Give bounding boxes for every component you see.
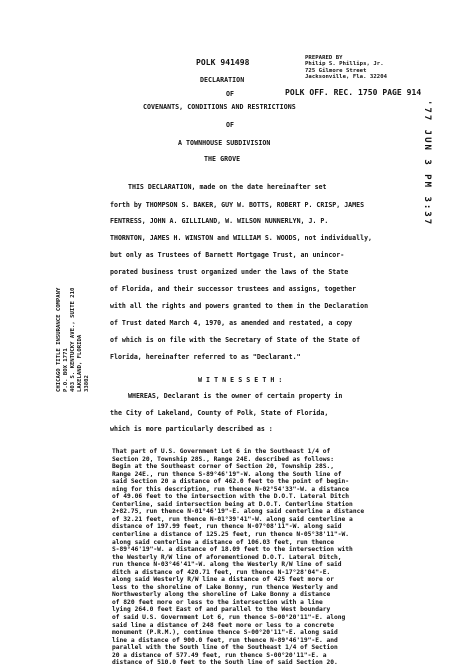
title-company-line: CHICAGO TITLE INSURANCE COMPANY bbox=[56, 287, 62, 392]
prepared-by-line: 725 Gilmore Street bbox=[305, 67, 367, 74]
title-company-line: LAKELAND, FLORIDA bbox=[77, 334, 83, 392]
title-the-grove: THE GROVE bbox=[204, 155, 241, 163]
intro-line: of Trust dated March 4, 1970, as amended and restated, a copy bbox=[110, 319, 353, 327]
polk-record-number: POLK 941498 bbox=[196, 58, 250, 67]
legal-line: ditch a distance of 420.71 feet, run thence N-17°28'04"-E. bbox=[112, 568, 331, 576]
legal-line: ning for this description, run thence N-02°54'33"-W. a distance bbox=[112, 485, 350, 493]
intro-line: Florida, hereinafter referred to as "Declarant." bbox=[110, 353, 301, 361]
legal-line: along said centerline a distance of 106.03 feet, run thence bbox=[112, 538, 335, 546]
recording-time-stamp: '77 JUN 3 PM 3:37 bbox=[422, 100, 432, 227]
intro-line: but only as Trustees of Barnett Mortgage Trust, an unincor- bbox=[110, 251, 345, 259]
legal-line: of 820 feet more or less to the intersection with a line bbox=[112, 598, 323, 606]
legal-line: S-89°46'19"-W. a distance of 18.09 feet to the intersection with bbox=[112, 546, 353, 554]
legal-line: Begin at the Southeast corner of Section 20, Township 28S., bbox=[112, 463, 335, 471]
whereas-line: which is more particularly described as : bbox=[110, 425, 273, 433]
legal-line: of said U.S. Government Lot 6, run thence S-00°20'11"-E. along bbox=[112, 614, 346, 622]
legal-line: monument (P.R.M.), continue thence S-00°20'11"-E. along said bbox=[112, 629, 338, 637]
legal-line: the Westerly R/W line of aforementioned D.O.T. Lateral Ditch, bbox=[112, 553, 342, 561]
intro-line: of Florida, and their successor trustees and assigns, together bbox=[110, 285, 357, 293]
legal-line: Northwesterly along the shoreline of Lake Bonny a distance bbox=[112, 591, 331, 599]
legal-description bbox=[112, 448, 442, 667]
title-company-stamp bbox=[56, 288, 91, 392]
intro-line: of which is on file with the Secretary of State of the State of bbox=[110, 336, 361, 344]
legal-line: along said Westerly R/W line a distance of 425 feet more or bbox=[112, 576, 335, 584]
intro-line: THIS DECLARATION, made on the date hereinafter set bbox=[128, 183, 327, 191]
legal-line: distance of 197.99 feet, run thence N-07°08'11"-W. along said bbox=[112, 523, 342, 531]
title-townhouse-subdivision: A TOWNHOUSE SUBDIVISION bbox=[178, 139, 271, 147]
prepared-by-line: Philip S. Phillips, Jr. bbox=[305, 61, 384, 68]
title-company-line: P.O. BOX 1771 bbox=[63, 348, 69, 392]
legal-line: said Section 20 a distance of 462.0 feet to the point of begin- bbox=[112, 478, 350, 486]
legal-line: That part of U.S. Government Lot 6 in the Southeast 1/4 of bbox=[112, 448, 331, 455]
intro-line: THORNTON, JAMES H. WINSTON and WILLIAM S. WOODS, not individually, bbox=[110, 234, 373, 242]
prepared-by-line: Jacksonville, Fla. 32204 bbox=[305, 73, 388, 80]
legal-line: lying 264.0 feet East of and parallel to the West boundary bbox=[112, 606, 331, 614]
intro-line: forth by THOMPSON S. BAKER, GUY W. BOTTS, ROBERT P. CRISP, JAMES bbox=[110, 201, 365, 209]
legal-line: of 32.21 feet, run thence N-01°39'41"-W. along said centerline a bbox=[112, 515, 353, 523]
legal-line: Section 20, Township 28S., Range 24E. described as follows: bbox=[112, 455, 335, 463]
legal-line: Range 24E., run thence S-89°46'19"-W. along the South line of bbox=[112, 470, 342, 478]
legal-line: of 49.06 feet to the intersection with the D.O.T. Lateral Ditch bbox=[112, 493, 350, 501]
whereas-line: the City of Lakeland, County of Polk, State of Florida, bbox=[110, 409, 329, 417]
intro-line: with all the rights and powers granted to them in the Declaration bbox=[110, 302, 369, 310]
intro-line: FENTRESS, JOHN A. GILLILAND, W. WILSON NUNNERLYN, J. P. bbox=[110, 217, 329, 225]
legal-line: said line a distance of 248 feet more or less to a concrete bbox=[112, 621, 335, 629]
legal-line: line a distance of 900.0 feet, run thence N-89°46'19"-E. and bbox=[112, 636, 338, 644]
legal-line: parallel with the South line of the Southeast 1/4 of Section bbox=[112, 644, 338, 652]
legal-line: 2+82.75, run thence N-01°46'19"-E. along said centerline a distance bbox=[112, 508, 365, 516]
title-company-line: 403 S. KENTUCKY AVE., SUITE 210 bbox=[70, 287, 76, 392]
legal-line: Centerline, said intersection being at D.O.T. Centerline Station bbox=[112, 500, 353, 508]
legal-line: run thence N-03°46'41"-W. along the Westerly R/W line of said bbox=[112, 561, 342, 569]
intro-line: porated business trust organized under the laws of the State bbox=[110, 268, 349, 276]
title-of-2: OF bbox=[226, 121, 235, 129]
official-record-book-page: POLK OFF. REC. 1750 PAGE 914 bbox=[285, 88, 422, 97]
prepared-by-line: PREPARED BY bbox=[305, 55, 343, 61]
title-company-line: 33802 bbox=[84, 375, 90, 392]
witnesseth-heading: W I T N E S S E T H : bbox=[198, 376, 283, 384]
title-declaration: DECLARATION bbox=[200, 76, 245, 84]
legal-line: 20 a distance of 577.49 feet, run thence S-00°20'11"-E. a bbox=[112, 651, 327, 659]
title-of: OF bbox=[226, 90, 235, 98]
legal-line: distance of 510.0 feet to the South line of said Section 20. bbox=[112, 659, 338, 667]
whereas-line: WHEREAS, Declarant is the owner of certain property in bbox=[128, 392, 343, 400]
title-covenants: COVENANTS, CONDITIONS AND RESTRICTIONS bbox=[143, 103, 296, 111]
legal-line: less to the shoreline of Lake Bonny, run thence Westerly and bbox=[112, 583, 338, 591]
prepared-by-stamp bbox=[305, 55, 387, 80]
legal-line: centerline a distance of 125.25 feet, run thence N-05°38'11"-W. bbox=[112, 531, 350, 539]
